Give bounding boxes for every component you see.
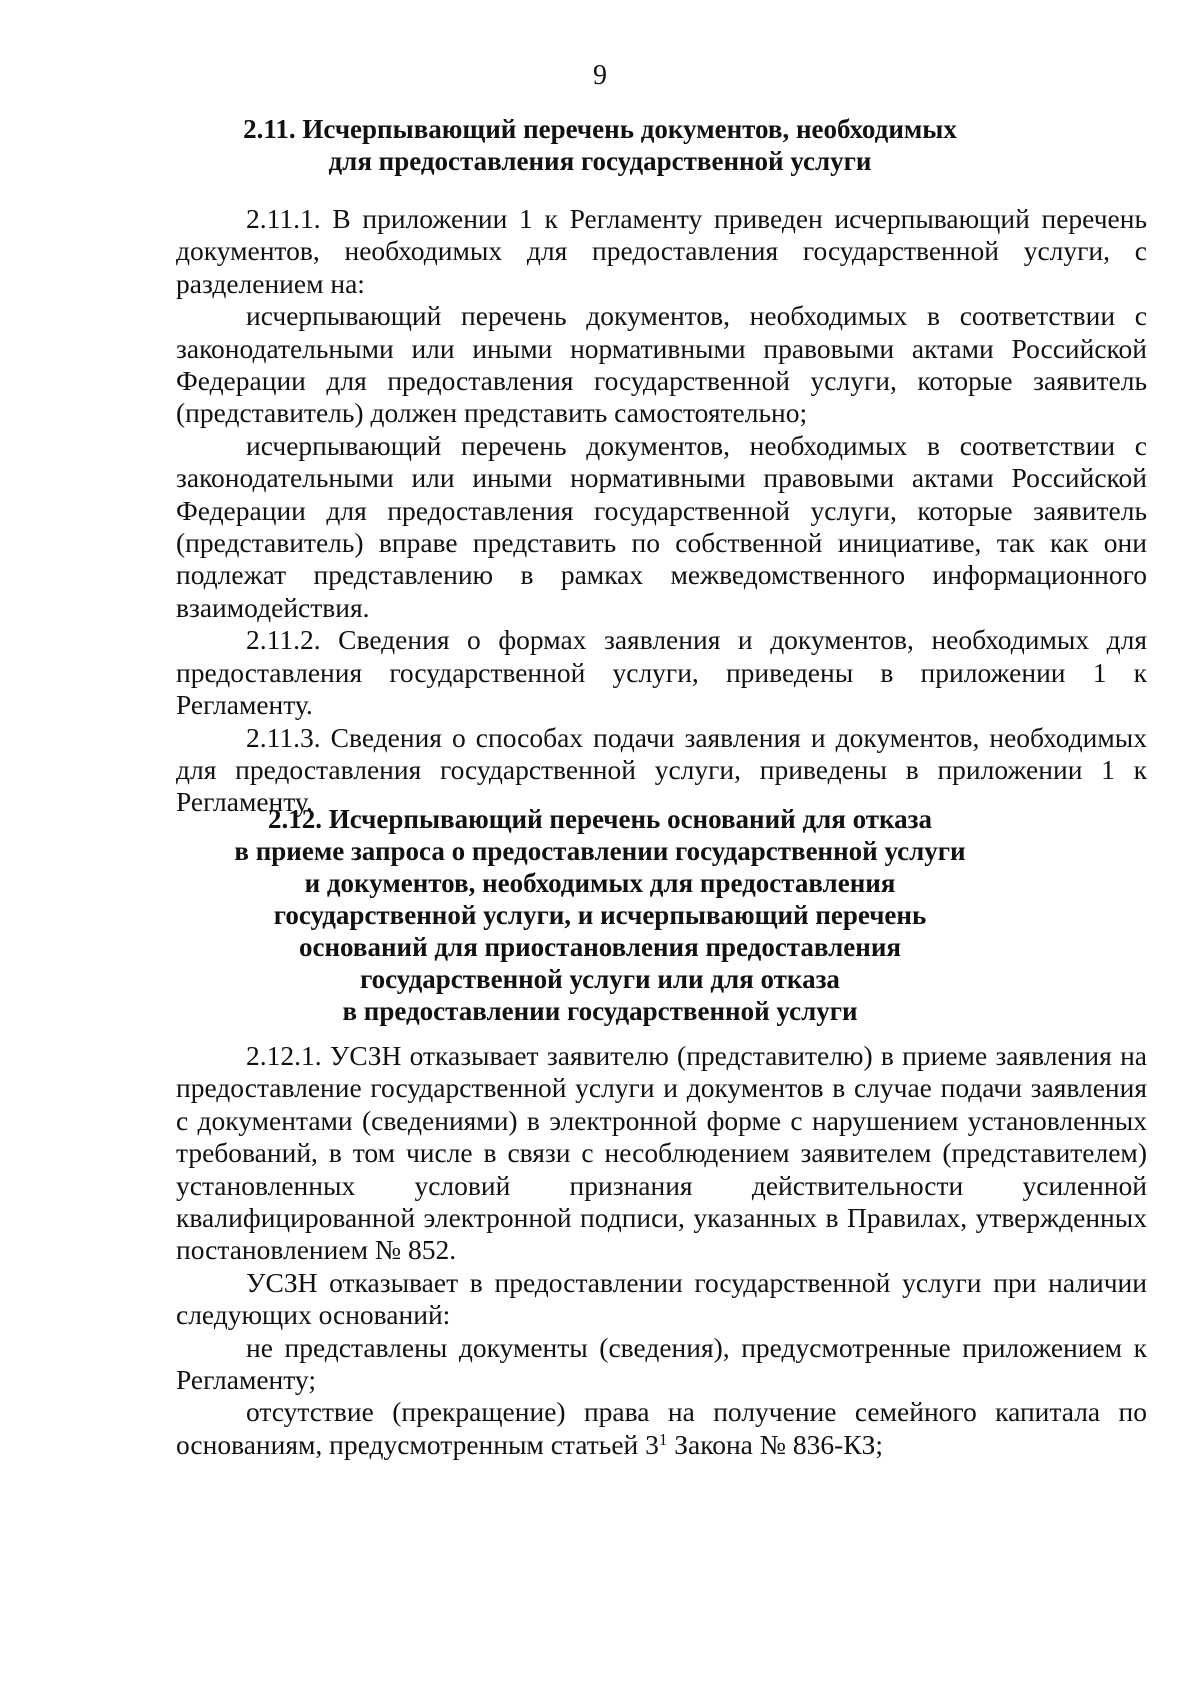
heading-line: в приеме запроса о предоставлении государственной услуги bbox=[234, 836, 966, 866]
heading-line: 2.11. Исчерпывающий перечень документов, необходимых bbox=[243, 114, 957, 144]
heading-line: в предоставлении государственной услуги bbox=[342, 996, 858, 1026]
section-2-12-heading bbox=[0, 803, 1200, 1027]
section-2-11-body bbox=[176, 203, 1147, 819]
heading-line: и документов, необходимых для предоставления bbox=[304, 868, 896, 898]
paragraph-list-item bbox=[176, 1396, 1147, 1461]
paragraph-2-11-2: 2.11.2. Сведения о формах заявления и документов, необходимых для предоставления государственной услуги, приведены в приложении 1 к Регламенту. bbox=[176, 624, 1147, 721]
superscript: 1 bbox=[658, 1429, 668, 1449]
section-2-11-heading bbox=[0, 113, 1200, 177]
heading-line: государственной услуги, и исчерпывающий перечень bbox=[273, 900, 927, 930]
paragraph-list-item: исчерпывающий перечень документов, необходимых в соответствии с законодательными или иными нормативными правовыми актами Российской Федерации для предоставления государственной услуги, которые заявитель (представитель) вправе представить по собственной инициативе, так как они подлежат представлению в рамках межведомственного информационного взаимодействия. bbox=[176, 429, 1147, 623]
heading-line: для предоставления государственной услуги bbox=[328, 146, 872, 176]
paragraph-refusal-grounds-intro: УСЗН отказывает в предоставлении государственной услуги при наличии следующих оснований: bbox=[176, 1266, 1147, 1331]
heading-line: 2.12. Исчерпывающий перечень оснований для отказа bbox=[267, 804, 933, 834]
paragraph-2-12-1: 2.12.1. УСЗН отказывает заявителю (представителю) в приеме заявления на предоставление государственной услуги и документов в случае подачи заявления с документами (сведениями) в электронной форме с нарушением установленных требований, в том числе в связи с несоблюдением заявителем (представителем) установленных условий признания действительности усиленной квалифицированной электронной подписи, указанных в Правилах, утвержденных постановлением № 852. bbox=[176, 1040, 1147, 1266]
page-number: 9 bbox=[593, 60, 607, 91]
paragraph-2-11-3: 2.11.3. Сведения о способах подачи заявления и документов, необходимых для предоставления государственной услуги, приведены в приложении 1 к Регламенту. bbox=[176, 721, 1147, 818]
heading-line: государственной услуги или для отказа bbox=[360, 964, 840, 994]
paragraph-list-item: исчерпывающий перечень документов, необходимых в соответствии с законодательными или иными нормативными правовыми актами Российской Федерации для предоставления государственной услуги, которые заявитель (представитель) должен представить самостоятельно; bbox=[176, 300, 1147, 429]
paragraph-list-item: не представлены документы (сведения), предусмотренные приложением к Регламенту; bbox=[176, 1331, 1147, 1396]
text-span: отсутствие (прекращение) права на получение семейного капитала по основаниям, предусмотренным статьей 3 bbox=[176, 1396, 1147, 1460]
text-span: Закона № 836-КЗ; bbox=[667, 1428, 884, 1460]
section-2-12-body bbox=[176, 1040, 1147, 1461]
paragraph-2-11-1: 2.11.1. В приложении 1 к Регламенту приведен исчерпывающий перечень документов, необходимых для предоставления государственной услуги, с разделением на: bbox=[176, 203, 1147, 299]
heading-line: оснований для приостановления предоставления bbox=[299, 932, 901, 962]
